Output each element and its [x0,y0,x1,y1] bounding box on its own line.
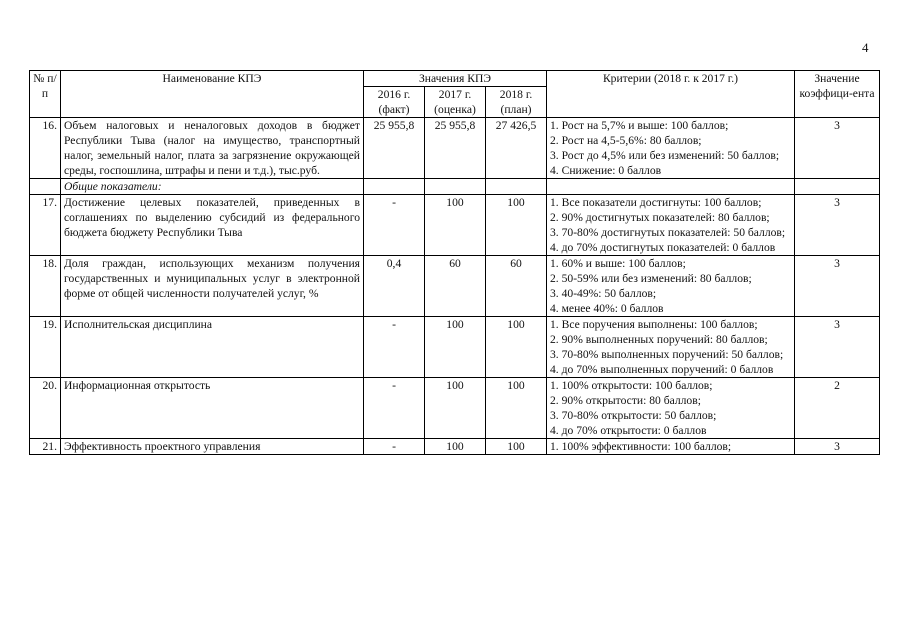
criteria-line: 1. Все поручения выполнены: 100 баллов; [550,318,758,331]
coefficient-value: 3 [795,317,880,378]
kpe-table [29,70,880,455]
kpe-name: Исполнительская дисциплина [61,317,364,378]
header-values: Значения КПЭ [364,71,547,87]
criteria-line: 2. 90% достигнутых показателей: 80 баллов; [550,211,770,224]
criteria-line: 4. до 70% открытости: 0 баллов [550,424,707,437]
section-row [30,179,880,195]
criteria-line: 1. 100% открытости: 100 баллов; [550,379,713,392]
criteria-line: 2. Рост на 4,5-5,6%: 80 баллов; [550,134,702,147]
value-2017: 60 [425,256,486,317]
table-row [30,118,880,179]
criteria-line: 3. 40-49%: 50 баллов; [550,287,657,300]
coefficient-value: 3 [795,439,880,455]
criteria-cell [547,118,795,179]
criteria-cell [547,317,795,378]
criteria-line: 1. 60% и выше: 100 баллов; [550,257,686,270]
kpe-name: Эффективность проектного управления [61,439,364,455]
criteria-line: 3. Рост до 4,5% или без изменений: 50 баллов; [550,149,780,162]
table-row [30,195,880,256]
section-empty-cell [547,179,795,195]
section-empty-cell [364,179,425,195]
criteria-line: 4. менее 40%: 0 баллов [550,302,664,315]
kpe-name: Объем налоговых и неналоговых доходов в бюджет Республики Тыва (налог на имущество, транспортный налог, земельный налог, плата за загрязнение окружающей среды, госпошлина, штрафы и пени и т.д.), тыс.руб. [61,118,364,179]
header-2018: 2018 г. (план) [486,87,547,118]
value-2017: 100 [425,195,486,256]
criteria-cell [547,256,795,317]
header-name: Наименование КПЭ [61,71,364,118]
criteria-line: 3. 70-80% открытости: 50 баллов; [550,409,717,422]
kpe-name: Достижение целевых показателей, приведенных в соглашениях по выделению субсидий из федерального бюджета бюджету Республики Тыва [61,195,364,256]
value-2018: 27 426,5 [486,118,547,179]
coefficient-value: 3 [795,256,880,317]
coefficient-value: 3 [795,118,880,179]
table-body [30,118,880,455]
value-2016: - [364,439,425,455]
header-coef: Значение коэффици-ента [795,71,880,118]
row-number: 21. [30,439,61,455]
section-title: Общие показатели: [61,179,364,195]
criteria-line: 4. Снижение: 0 баллов [550,164,662,177]
row-number: 19. [30,317,61,378]
table-row [30,378,880,439]
coefficient-value: 3 [795,195,880,256]
value-2016: - [364,317,425,378]
criteria-cell [547,195,795,256]
row-number: 20. [30,378,61,439]
header-2017: 2017 г. (оценка) [425,87,486,118]
criteria-cell [547,439,795,455]
value-2018: 100 [486,378,547,439]
value-2016: 0,4 [364,256,425,317]
value-2017: 100 [425,317,486,378]
criteria-line: 1. 100% эффективности: 100 баллов; [550,440,732,453]
table-row [30,256,880,317]
value-2018: 100 [486,439,547,455]
value-2017: 100 [425,439,486,455]
value-2018: 100 [486,195,547,256]
value-2017: 25 955,8 [425,118,486,179]
value-2018: 60 [486,256,547,317]
value-2016: - [364,378,425,439]
header-row-1 [30,71,880,87]
criteria-line: 3. 70-80% выполненных поручений: 50 баллов; [550,348,784,361]
kpe-name: Информационная открытость [61,378,364,439]
table-row [30,439,880,455]
criteria-line: 2. 90% выполненных поручений: 80 баллов; [550,333,768,346]
value-2016: 25 955,8 [364,118,425,179]
row-number: 17. [30,195,61,256]
criteria-cell [547,378,795,439]
table-row [30,317,880,378]
header-criteria: Критерии (2018 г. к 2017 г.) [547,71,795,118]
criteria-line: 4. до 70% выполненных поручений: 0 баллов [550,363,774,376]
row-number: 16. [30,118,61,179]
header-no: № п/п [30,71,61,118]
criteria-line: 3. 70-80% достигнутых показателей: 50 баллов; [550,226,786,239]
criteria-line: 2. 50-59% или без изменений: 80 баллов; [550,272,752,285]
page-number: 4 [862,40,869,55]
section-empty-cell [30,179,61,195]
kpe-name: Доля граждан, использующих механизм получения государственных и муниципальных услуг в электронной форме от общей численности получателей услуг, % [61,256,364,317]
value-2016: - [364,195,425,256]
value-2018: 100 [486,317,547,378]
section-empty-cell [486,179,547,195]
section-empty-cell [425,179,486,195]
section-empty-cell [795,179,880,195]
criteria-line: 4. до 70% достигнутых показателей: 0 баллов [550,241,776,254]
coefficient-value: 2 [795,378,880,439]
criteria-line: 2. 90% открытости: 80 баллов; [550,394,701,407]
criteria-line: 1. Рост на 5,7% и выше: 100 баллов; [550,119,729,132]
value-2017: 100 [425,378,486,439]
criteria-line: 1. Все показатели достигнуты: 100 баллов; [550,196,762,209]
row-number: 18. [30,256,61,317]
header-2016: 2016 г. (факт) [364,87,425,118]
